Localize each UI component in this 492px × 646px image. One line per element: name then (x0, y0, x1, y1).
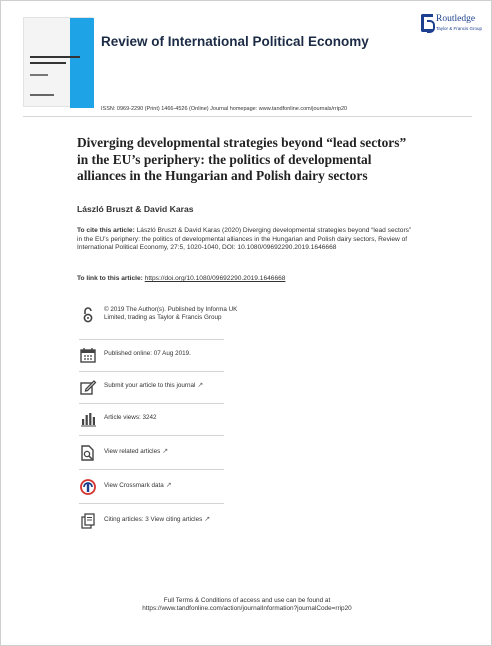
article-authors: László Bruszt & David Karas (77, 204, 194, 214)
calendar-icon (79, 346, 97, 364)
citing-articles-icon (79, 512, 97, 530)
terms-footer (1, 597, 492, 614)
list-divider (79, 403, 224, 404)
edit-icon (79, 378, 97, 396)
terms-line: Full Terms & Conditions of access and use can be found at (163, 597, 331, 604)
crossmark-icon (79, 478, 97, 496)
article-views-text: Article views: 3242 (104, 414, 157, 421)
publisher-logo (421, 14, 483, 38)
open-access-icon (79, 306, 97, 324)
list-divider (79, 371, 224, 372)
open-access-item (79, 306, 419, 328)
doi-link[interactable]: https://doi.org/10.1080/09692290.2019.1646668 (144, 275, 286, 282)
cover-text-line (30, 56, 80, 58)
related-articles-icon (79, 444, 97, 462)
terms-url[interactable]: https://www.tandfonline.com/action/journalInformation?journalCode=rrip20 (142, 605, 352, 613)
publisher-name: Routledge (436, 14, 476, 24)
submit-article-link[interactable] (104, 382, 203, 390)
cover-text-line (30, 62, 66, 64)
external-link-icon: ↗ (162, 448, 169, 455)
citation-block (77, 227, 417, 253)
crossmark-label[interactable]: View Crossmark data (104, 482, 164, 489)
bar-chart-icon (79, 410, 97, 428)
article-views-item (79, 410, 419, 432)
list-divider (79, 435, 224, 436)
external-link-icon: ↗ (204, 516, 211, 523)
cover-text-line (30, 94, 54, 96)
citing-articles-item[interactable] (79, 512, 419, 534)
journal-title[interactable]: Review of International Political Economy (101, 34, 369, 49)
routledge-logo-icon (421, 14, 433, 32)
article-link-row (77, 275, 285, 282)
list-divider (79, 339, 224, 340)
header-divider (23, 116, 472, 117)
related-articles-item[interactable] (79, 444, 419, 466)
published-date-item (79, 346, 419, 368)
crossmark-item[interactable] (79, 478, 419, 500)
cover-blue-stripe (70, 18, 94, 108)
issn-line: ISSN: 0969-2290 (Print) 1466-4526 (Online) Journal homepage: www.tandfonline.com/journals/rrip20 (101, 106, 348, 112)
submit-article-label[interactable]: Submit your article to this journal (104, 382, 196, 389)
list-divider (79, 469, 224, 470)
list-divider (79, 503, 224, 504)
citation-text: László Bruszt & David Karas (2020) Diverging developmental strategies beyond “lead sectors” in the EU’s periphery: the politics of developmental alliances in the Hungarian and Polish dairy sectors, Review of International Political Economy, 27:5, 1020-1040, DOI: 10.1080/09692290.2019.1646668 (77, 227, 412, 252)
license-text: © 2019 The Author(s). Published by Informa UK Limited, trading as Taylor & Francis Group (104, 306, 238, 321)
published-date-text: Published online: 07 Aug 2019. (104, 350, 191, 357)
external-link-icon: ↗ (197, 382, 204, 389)
journal-cover-thumbnail (23, 17, 93, 107)
link-label: To link to this article: (77, 275, 143, 282)
article-title: Diverging developmental strategies beyond “lead sectors” in the EU’s periphery: the politics of developmental alliances in the Hungarian and Polish dairy sectors (77, 135, 407, 183)
citation-label: To cite this article: (77, 227, 135, 234)
submit-article-item[interactable] (79, 378, 419, 400)
citing-articles-link[interactable] (104, 516, 210, 524)
crossmark-link[interactable] (104, 482, 172, 490)
related-articles-link[interactable] (104, 448, 168, 456)
external-link-icon: ↗ (165, 482, 172, 489)
related-articles-label[interactable]: View related articles (104, 448, 161, 455)
cover-text-line (30, 74, 48, 76)
citing-articles-label[interactable]: Citing articles: 3 View citing articles (104, 516, 203, 523)
publisher-subtitle: Taylor & Francis Group (436, 26, 483, 31)
